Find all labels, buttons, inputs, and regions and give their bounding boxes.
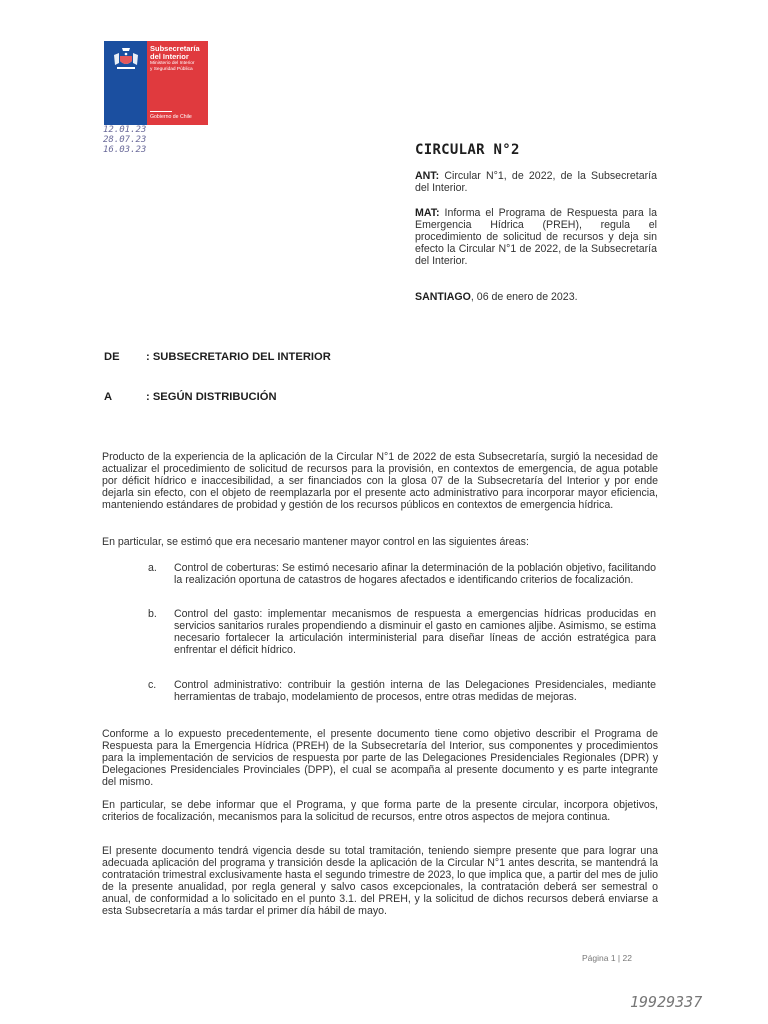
list-item-text: Control administrativo: contribuir la gestión interna de las Delegaciones Presidenciales, mediante herramientas de trabajo, modelamiento de procesos, entre otras medidas de mejoras.: [174, 679, 656, 703]
to-line: [104, 391, 277, 403]
logo-title: Subsecretaría del Interior: [150, 44, 200, 61]
handwritten-number: 19929337: [630, 993, 703, 1011]
mat-label: MAT:: [415, 207, 440, 219]
list-item-letter: c.: [148, 679, 157, 691]
stamp-numbers: [103, 125, 146, 155]
stamp-number: 28.07.23: [103, 135, 147, 145]
ant-text: Circular N°1, de 2022, de la Subsecretaría del Interior.: [415, 170, 657, 194]
place-date: [415, 291, 657, 303]
coat-of-arms-icon: [111, 46, 141, 72]
list-item-letter: b.: [148, 608, 157, 620]
mat-block: [415, 207, 657, 267]
from-value: : SUBSECRETARIO DEL INTERIOR: [146, 351, 331, 363]
ant-block: [415, 170, 657, 194]
paragraph-objective: Conforme a lo expuesto precedentemente, el presente documento tiene como objetivo describir el Programa de Respuesta para la Emergencia Hídrica (PREH) de la Subsecretaría del Interior, sus componentes y procedimientos para la implementación de servicios de respuesta por parte de las Delegaciones Presidenciales Regionales (DPR) y Delegaciones Presidenciales Provinciales (DPP), el cual se acompaña al presente documento y es parte integrante del mismo.: [102, 728, 658, 788]
logo-blue-panel: [104, 41, 147, 125]
page-number: Página 1 | 22: [582, 953, 632, 963]
list-item-text: Control del gasto: implementar mecanismos de respuesta a emergencias hídricas producidas en servicios sanitarios rurales propendiendo a disminuir el gasto en camiones aljibe. Asimismo, se estima necesario fortalecer la articulación interministerial para diseñar líneas de acción estratégica para enfrentar el déficit hídrico.: [174, 608, 656, 656]
mat-text: Informa el Programa de Respuesta para la Emergencia Hídrica (PREH), regula el procedimiento de solicitud de recursos y deja sin efecto la Circular N°1 de 2022, de la Subsecretaría del Interior.: [415, 207, 657, 267]
place-city: SANTIAGO: [415, 291, 471, 303]
ant-label: ANT:: [415, 170, 440, 182]
to-value: : SEGÚN DISTRIBUCIÓN: [146, 391, 277, 403]
document-title: CIRCULAR N°2: [415, 142, 520, 158]
list-item-text: Control de coberturas: Se estimó necesario afinar la determinación de la población objetivo, facilitando la realización oportuna de catastros de hogares afectados e identificando criterios de focalización.: [174, 562, 656, 586]
stamp-number: 16.03.23: [103, 145, 147, 155]
list-item: [148, 680, 656, 704]
paragraph-validity: El presente documento tendrá vigencia desde su total tramitación, teniendo siempre presente que para lograr una adecuada aplicación del programa y transición desde la aplicación de la Circular N°1 antes descrita, se mantendrá la contratación trimestral exclusivamente hasta el segundo trimestre de 2023, lo que implica que, a partir del mes de julio de la presente anualidad, por regla general y salvo casos excepcionales, la contratación deberá ser semestral o anual, de conformidad a lo solicitado en el punto 3.1. del PREH, y la solicitud de dichos recursos deberá enviarse a esta Subsecretaría a más tardar el primer día hábil de mayo.: [102, 845, 658, 917]
paragraph-intro: Producto de la experiencia de la aplicación de la Circular N°1 de 2022 de esta Subsecretaría, surgió la necesidad de actualizar el procedimiento de solicitud de recursos para la provisión, en contextos de emergencia, de agua potable por déficit hídrico e inaccesibilidad, a ser financiados con la glosa 07 de la Subsecretaría del Interior y por ende dejarla sin efecto, con el objeto de reemplazarla por el presente acto administrativo para incorporar mayor eficiencia, manteniendo estándares de probidad y gestión de los recursos públicos en contextos de emergencia hídrica.: [102, 451, 658, 511]
logo-footer: Gobierno de Chile: [150, 114, 192, 120]
list-item: [148, 563, 656, 587]
list-item-letter: a.: [148, 562, 157, 574]
stamp-number: 12.01.23: [103, 125, 147, 135]
paragraph-areas: En particular, se estimó que era necesario mantener mayor control en las siguientes áreas:: [102, 536, 529, 548]
date-text: , 06 de enero de 2023.: [470, 291, 578, 303]
list-item: [148, 609, 656, 657]
government-logo: [104, 41, 208, 125]
paragraph-program: En particular, se debe informar que el Programa, y que forma parte de la presente circular, incorpora objetivos, criterios de focalización, mecanismos para la solicitud de recursos, entre otros aspectos de mejora continua.: [102, 799, 658, 823]
logo-subtitle: Ministerio del Interior y Seguridad Pública: [150, 61, 195, 72]
logo-divider: [150, 111, 172, 112]
from-label: DE: [104, 351, 120, 363]
to-label: A: [104, 391, 113, 403]
from-line: [104, 351, 331, 363]
